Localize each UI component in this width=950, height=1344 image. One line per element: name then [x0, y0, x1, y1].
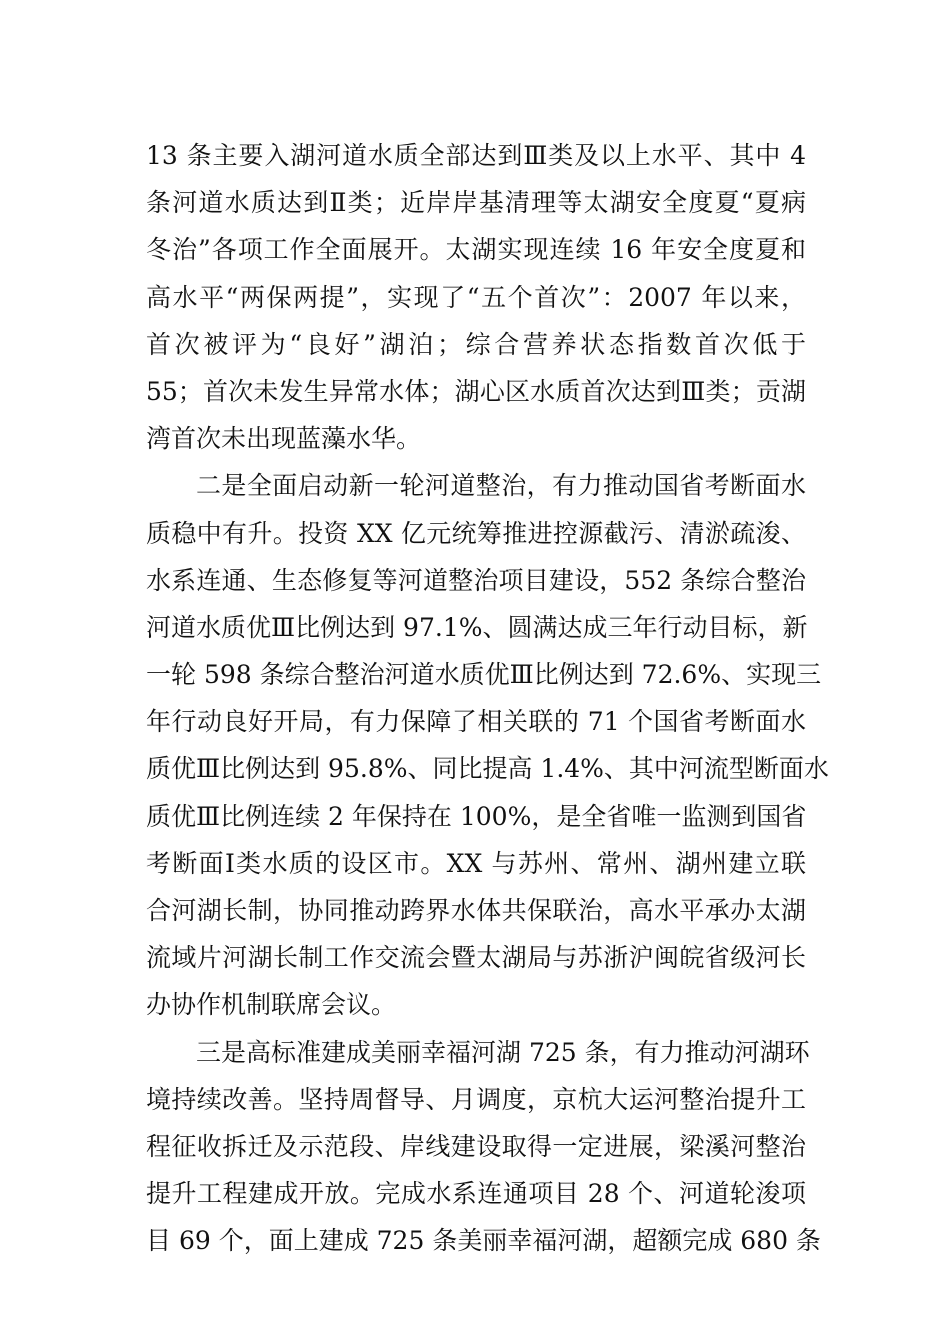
- text-line: 考断面Ⅰ类水质的设区市。XX 与苏州、常州、湖州建立联: [146, 848, 806, 878]
- text-line: 年行动良好开局，有力保障了相关联的 71 个国省考断面水: [146, 707, 806, 737]
- text-line: 合河湖长制，协同推动跨界水体共保联治，高水平承办太湖: [146, 896, 806, 925]
- text-line: 程征收拆迁及示范段、岸线建设取得一定进展，梁溪河整治: [146, 1131, 806, 1161]
- text-line: 水系连通、生态修复等河道整治项目建设，552 条综合整治: [146, 565, 806, 595]
- text-line: 三是高标准建成美丽幸福河湖 725 条，有力推动河湖环: [196, 1037, 810, 1067]
- text-line: 55；首次未发生异常水体；湖心区水质首次达到Ⅲ类；贡湖: [146, 376, 806, 406]
- text-line: 湾首次未出现蓝藻水华。: [146, 424, 422, 454]
- text-line: 首次被评为“良好”湖泊；综合营养状态指数首次低于: [146, 329, 806, 359]
- text-line: 目 69 个，面上建成 725 条美丽幸福河湖，超额完成 680 条: [146, 1226, 821, 1256]
- text-line: 提升工程建成开放。完成水系连通项目 28 个、河道轮浚项: [146, 1179, 806, 1209]
- text-line: 境持续改善。坚持周督导、月调度，京杭大运河整治提升工: [146, 1084, 806, 1114]
- paragraph-3: [146, 1029, 821, 1265]
- text-line: 质稳中有升。投资 XX 亿元统筹推进控源截污、清淤疏浚、: [146, 518, 806, 548]
- text-line: 13 条主要入湖河道水质全部达到Ⅲ类及以上水平、其中 4: [146, 141, 806, 170]
- paragraph-1: [146, 132, 806, 462]
- text-line: 冬治”各项工作全面展开。太湖实现连续 16 年安全度夏和: [146, 235, 806, 265]
- text-line: 流域片河湖长制工作交流会暨太湖局与苏浙沪闽皖省级河长: [146, 943, 806, 973]
- text-line: 二是全面启动新一轮河道整治，有力推动国省考断面水: [196, 471, 806, 501]
- text-line: 河道水质优Ⅲ比例达到 97.1%、圆满达成三年行动目标，新: [146, 612, 808, 642]
- text-line: 办协作机制联席会议。: [146, 990, 397, 1020]
- paragraph-2: [146, 462, 829, 1028]
- text-line: 高水平“两保两提”，实现了“五个首次”：2007 年以来，: [146, 282, 806, 312]
- document-body: [146, 132, 829, 1265]
- text-line: 条河道水质达到Ⅱ类；近岸岸基清理等太湖安全度夏“夏病: [146, 188, 806, 218]
- text-line: 质优Ⅲ比例达到 95.8%、同比提高 1.4%、其中河流型断面水: [146, 754, 829, 784]
- text-line: 质优Ⅲ比例连续 2 年保持在 100%，是全省唯一监测到国省: [146, 801, 807, 831]
- text-line: 一轮 598 条综合整治河道水质优Ⅲ比例达到 72.6%、实现三: [146, 660, 822, 690]
